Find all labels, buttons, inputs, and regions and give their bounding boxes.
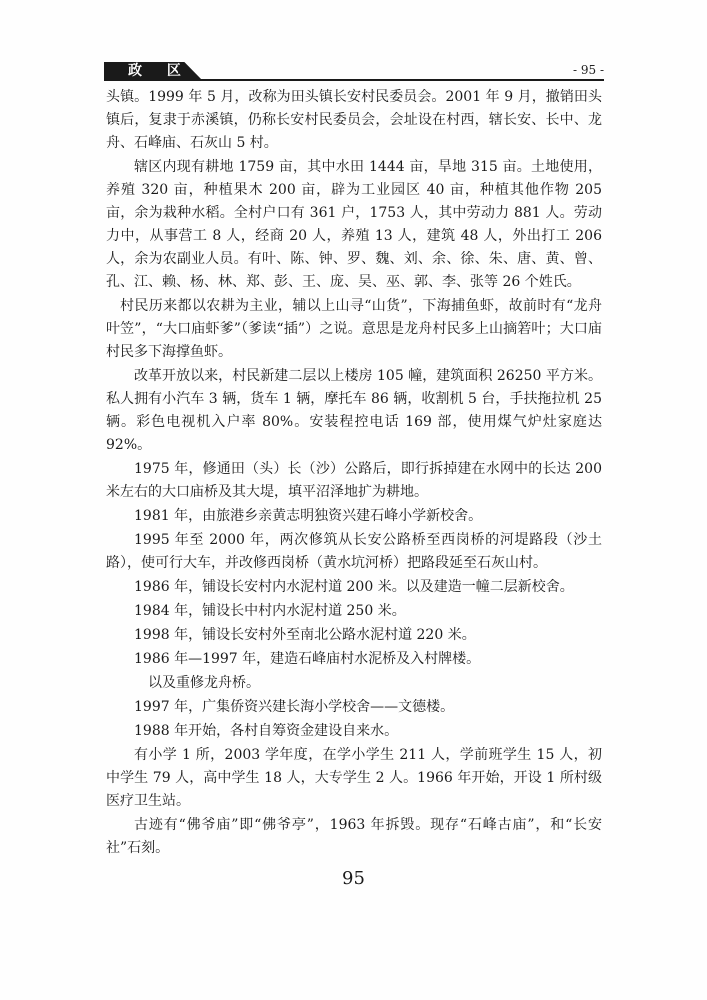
section-title: 政 区	[128, 63, 191, 79]
paragraph: 村民历来都以农耕为主业，辅以上山寻“山货”，下海捕鱼虾，故前时有“龙舟叶笠”，“大口庙虾爹”（爹读“插”）之说。意思是龙舟村民多上山摘箬叶；大口庙村民多下海撑鱼虾。	[106, 298, 602, 360]
paragraph: 头镇。1999 年 5 月，改称为田头镇长安村民委员会。2001 年 9 月，撤销田头镇后，复隶于赤溪镇，仍称长安村民委员会，会址设在村西，辖长安、长中、龙舟、石峰庙、石灰山 5 村。	[106, 89, 602, 151]
paragraph: 1986 年，铺设长安村内水泥村道 200 米。以及建造一幢二层新校舍。	[134, 579, 574, 595]
body-text	[106, 86, 602, 861]
paragraph: 1975 年，修通田（头）长（沙）公路后，即行拆掉建在水网中的长达 200 米左右的大口庙桥及其大堤，填平沼泽地扩为耕地。	[106, 461, 602, 500]
paragraph: 1981 年，由旅港乡亲黄志明独资兴建石峰小学新校舍。	[134, 508, 483, 524]
paragraph: 以及重修龙舟桥。	[148, 675, 260, 691]
paragraph: 1997 年，广集侨资兴建长海小学校舍——文德楼。	[134, 699, 455, 715]
paragraph: 辖区内现有耕地 1759 亩，其中水田 1444 亩，旱地 315 亩。土地使用，养殖 320 亩，种植果木 200 亩，辟为工业园区 40 亩，种植其他作物 205 亩，余为栽种水稻。全村户口有 361 户，1753 人，其中劳动力 881 人。劳动力中，从事营工 8 人，经商 20 人，养殖 13 人，建筑 48 人，外出打工 206 人，余为农副业人员。有叶、陈、钟、罗、魏、刘、余、徐、朱、唐、黄、曾、孔、江、赖、杨、林、郑、彭、王、庞、吴、巫、郭、李、张等 26 个姓氏。	[106, 159, 602, 290]
paragraph: 改革开放以来，村民新建二层以上楼房 105 幢，建筑面积 26250 平方米。私人拥有小汽车 3 辆，货车 1 辆，摩托车 86 辆，收割机 5 台，手扶拖拉机 25 辆。彩色电视机入户率 80%。安装程控电话 169 部，使用煤气炉灶家庭达 92%。	[106, 368, 602, 453]
running-header	[104, 62, 604, 80]
paragraph: 1988 年开始，各村自筹资金建设自来水。	[134, 723, 399, 739]
paragraph: 1986 年—1997 年，建造石峰庙村水泥桥及入村牌楼。	[134, 651, 481, 667]
paragraph: 1984 年，铺设长中村内水泥村道 250 米。	[134, 603, 406, 619]
paragraph: 有小学 1 所，2003 学年度，在学小学生 211 人，学前班学生 15 人，初中学生 79 人，高中学生 18 人，大专学生 2 人。1966 年开始，开设 1 所村级医疗卫生站。	[106, 747, 602, 809]
footer-page-number: 95	[342, 868, 365, 889]
header-page-number: - 95 -	[572, 63, 604, 77]
paragraph: 1995 年至 2000 年，两次修筑从长安公路桥至西岗桥的河堤路段（沙土路），使可行大车，并改修西岗桥（黄水坑河桥）把路段延至石灰山村。	[106, 532, 602, 571]
paragraph: 1998 年，铺设长安村外至南北公路水泥村道 220 米。	[134, 627, 476, 643]
header-rule	[104, 79, 604, 81]
paragraph: 古迹有“佛爷庙”即“佛爷亭”，1963 年拆毁。现存“石峰古庙”，和“长安社”石刻。	[106, 817, 602, 856]
